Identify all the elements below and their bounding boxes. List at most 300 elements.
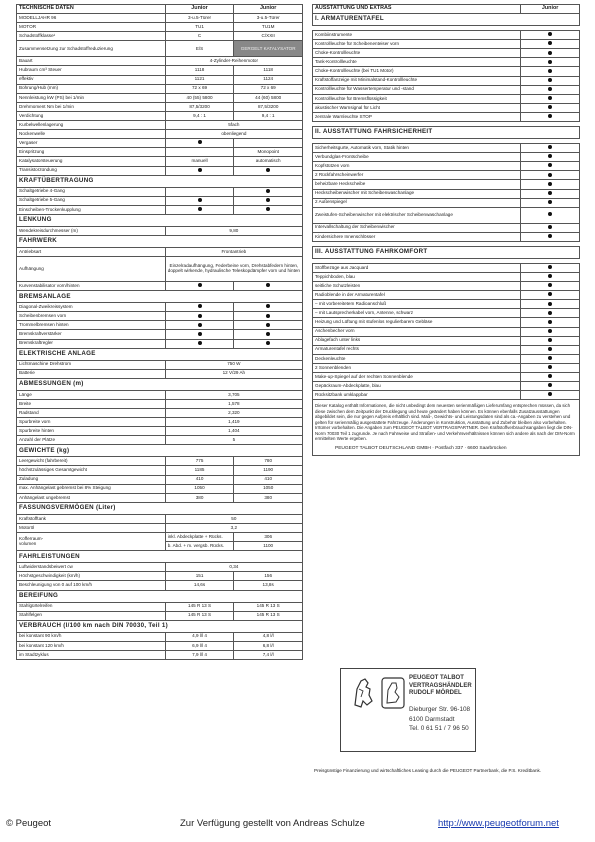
spec-label: höchstzulässiges Gesamtgewicht	[17, 466, 166, 475]
table-row	[17, 632, 303, 641]
equipment-label: Kraftstoffanzeige mit Minimalstand-Kontrollleuchte	[313, 76, 521, 85]
standard-equipment-dot	[548, 69, 552, 73]
spec-label: Bohrung/Hub (mm)	[17, 84, 166, 93]
equipment-value	[521, 363, 580, 372]
table-row	[17, 360, 303, 369]
standard-equipment-dot	[548, 265, 552, 269]
spec-value-tu1: 7,9 l/l 4	[165, 650, 234, 659]
spec-value-tu1	[165, 321, 234, 330]
equipment-label: Kontrollleuchte für Wassertemperatur und -stand	[313, 85, 521, 94]
equipment-label: Kopfstützen vorn	[313, 162, 521, 171]
table-row	[17, 148, 303, 157]
table-row	[17, 369, 303, 378]
equipment-label: beheizbare Heckscheibe	[313, 180, 521, 189]
spec-label: Kurvenstabilisator vorn/hinten	[17, 282, 166, 291]
equipment-value	[521, 189, 580, 198]
standard-equipment-dot	[548, 78, 552, 82]
spec-value: 5fach	[165, 121, 302, 130]
spec-value-tu1m: 1050	[234, 484, 303, 493]
spec-value-tu1m: 3-u.5-Türer	[234, 14, 303, 23]
stamp-company	[409, 675, 472, 698]
table-row	[17, 321, 303, 330]
spec-value-tu1: Junior	[165, 5, 234, 14]
table-row	[313, 85, 580, 94]
spec-label: Leergewicht (fahrbereit)	[17, 457, 166, 466]
spec-value-tu1: 14,6s	[165, 581, 234, 590]
spec-label: Drehmoment Nm bei 1/min	[17, 102, 166, 111]
table-row	[313, 162, 580, 171]
table-row	[313, 309, 580, 318]
stamp-line-1: PEUGEOT TALBOT	[409, 675, 464, 681]
section-heading: BREMSANLAGE	[17, 291, 303, 303]
equipment-label: Deckenleuchte	[313, 354, 521, 363]
table-row	[17, 41, 303, 57]
section-heading: FAHRLEISTUNGEN	[17, 551, 303, 563]
stamp-line-3: RUDOLF MÖRDEL	[409, 690, 462, 696]
equipment-label: 2 Rückfahrscheinwerfer	[313, 171, 521, 180]
spec-value: 1,404	[165, 427, 302, 436]
standard-equipment-dot	[548, 338, 552, 342]
equipment-label: Kindersichere Innenschlösser	[313, 232, 521, 241]
spec-label: Verdichtung	[17, 111, 166, 120]
standard-equipment-dot	[548, 225, 552, 229]
spec-value: 3,705	[165, 390, 302, 399]
spec-value: obenliegend	[165, 130, 302, 139]
spec-label: Katalysatorsteuerung	[17, 157, 166, 166]
table-row	[17, 205, 303, 214]
spec-label: Stahlgürtelreifen	[17, 602, 166, 611]
equipment-label: Radioblende in der Armaturentafel	[313, 291, 521, 300]
equipment-value	[521, 171, 580, 180]
table-row	[17, 330, 303, 339]
spec-value: 4-Zylinder-Reihenmotor	[165, 57, 302, 66]
table-row	[313, 300, 580, 309]
equipment-label: Heizung und Lüftung mit stufenlos regulierbarem Gebläse	[313, 318, 521, 327]
spec-value-tu1: C	[165, 32, 234, 41]
standard-equipment-dot	[548, 173, 552, 177]
trunk-mode-label: inkl. Abdeckplatte + Rücks.	[165, 533, 234, 542]
spec-value-tu1m: 156	[234, 572, 303, 581]
spec-value-tu1m	[234, 187, 303, 196]
spec-label: Bremskraftverstärker	[17, 330, 166, 339]
spec-value-tu1	[165, 312, 234, 321]
table-row	[17, 282, 303, 291]
equipment-value	[521, 144, 580, 153]
table-row	[17, 303, 303, 312]
table-row	[17, 247, 303, 256]
spec-value: 2,320	[165, 409, 302, 418]
table-row	[17, 5, 303, 14]
spec-value-tu1: 3-u.5-Türer	[165, 14, 234, 23]
spec-label	[17, 533, 166, 551]
section-heading: II. AUSSTATTUNG FAHRSICHERHEIT	[313, 127, 580, 139]
standard-equipment-dot	[548, 96, 552, 100]
spec-value-tu1m	[234, 282, 303, 291]
spec-label: Einscheiben-Trockenkupplung	[17, 205, 166, 214]
spec-value-tu1: 145 R 13 S	[165, 611, 234, 620]
section-heading-row	[313, 127, 580, 139]
section-heading: FASSUNGSVERMÖGEN (Liter)	[17, 502, 303, 514]
equipment-label: Zweistufen-Scheibenwischer mit elektrischer Scheibenwaschanlage	[313, 207, 521, 223]
standard-equipment-dot	[548, 87, 552, 91]
equipment-label: – mit vorbereitetem Radioanschluß	[313, 300, 521, 309]
equipment-value	[521, 162, 580, 171]
spec-label: Vergaser	[17, 139, 166, 148]
spec-value: 12 V/29 Ah	[165, 369, 302, 378]
standard-equipment-dot	[548, 292, 552, 296]
equipment-label: Intervallschaltung der Scheibenwischer	[313, 223, 521, 232]
table-row	[17, 75, 303, 84]
table-row	[17, 436, 303, 445]
equipment-value	[521, 309, 580, 318]
standard-equipment-dot	[266, 341, 270, 345]
table-row	[17, 641, 303, 650]
spec-value-tu1m	[234, 303, 303, 312]
spec-label: Batterie	[17, 369, 166, 378]
table-row	[17, 166, 303, 175]
spec-value: 750 W	[165, 360, 302, 369]
equipment-header-row	[313, 5, 580, 14]
equipment-value	[521, 373, 580, 382]
standard-equipment-dot	[266, 189, 270, 193]
standard-equipment-dot	[266, 283, 270, 287]
spec-label: Anhängelast ungebremst	[17, 493, 166, 502]
spec-value-tu1	[165, 303, 234, 312]
equipment-value	[521, 94, 580, 103]
equipment-label: 2 Außenspiegel	[313, 198, 521, 207]
equipment-value	[521, 103, 580, 112]
table-row	[17, 611, 303, 620]
equipment-value	[521, 327, 580, 336]
table-row	[313, 282, 580, 291]
spec-value-tu1m: 145 R 13 S	[234, 602, 303, 611]
spec-label: Einspritzung	[17, 148, 166, 157]
equipment-label: Stoffbezüge aus Jacquard	[313, 263, 521, 272]
equipment-label: Sicherheitsgurte, Automatik vorn, Statik hinten	[313, 144, 521, 153]
standard-equipment-dot	[548, 154, 552, 158]
section-heading-row	[17, 291, 303, 303]
spec-label: Anzahl der Plätze	[17, 436, 166, 445]
equipment-value	[521, 318, 580, 327]
spec-value-tu1m: 13,8s	[234, 581, 303, 590]
spec-value-tu1: 145 R 13 S	[165, 602, 234, 611]
equipment-model: Junior	[521, 5, 580, 14]
table-row	[17, 523, 303, 532]
spec-value-tu1m	[234, 339, 303, 348]
standard-equipment-dot	[198, 140, 202, 144]
standard-equipment-dot	[548, 212, 552, 216]
spec-label: Bremskraftregler	[17, 339, 166, 348]
section-heading: III. AUSSTATTUNG FAHRKOMFORT	[313, 246, 580, 258]
spec-label: bei konstant 120 km/h	[17, 641, 166, 650]
standard-equipment-dot	[548, 114, 552, 118]
spec-value: 3,2	[165, 523, 302, 532]
table-row	[17, 602, 303, 611]
spec-value-tu1m: 1124	[234, 75, 303, 84]
standard-equipment-dot	[266, 168, 270, 172]
table-row	[313, 382, 580, 391]
equipment-value	[521, 67, 580, 76]
spec-value-tu1m	[234, 196, 303, 205]
spec-value: 50	[165, 514, 302, 523]
spec-value-tu1m: 145 R 13 S	[234, 611, 303, 620]
dealer-stamp	[340, 668, 476, 752]
table-row	[17, 257, 303, 282]
standard-equipment-dot	[548, 356, 552, 360]
equipment-table	[312, 4, 580, 400]
spec-label: Schaltgetriebe 4-Gang	[17, 187, 166, 196]
equipment-value	[521, 354, 580, 363]
table-row	[313, 31, 580, 40]
standard-equipment-dot	[548, 51, 552, 55]
spec-value-tu1m	[234, 166, 303, 175]
standard-equipment-dot	[198, 314, 202, 318]
footer-credit: Zur Verfügung gestellt von Andreas Schulze	[180, 818, 365, 829]
section-heading-row	[313, 246, 580, 258]
spec-label: Hubraum cm³ Steuer	[17, 66, 166, 75]
manufacturer-address: PEUGEOT TALBOT DEUTSCHLAND GMBH · Postfach 337 · 6600 Saarbrücken	[335, 445, 507, 451]
spec-value-tu1m: 9,4 : 1	[234, 111, 303, 120]
section-heading-row	[17, 378, 303, 390]
technical-data-column	[16, 4, 303, 660]
table-row	[17, 102, 303, 111]
table-row	[313, 153, 580, 162]
standard-equipment-dot	[548, 32, 552, 36]
spec-value-tu1	[165, 330, 234, 339]
section-heading-row	[17, 551, 303, 563]
table-row	[17, 66, 303, 75]
stamp-line-2: VERTRAGSHÄNDLER	[409, 682, 472, 689]
spec-label: Stahlfelgen	[17, 611, 166, 620]
equipment-value	[521, 31, 580, 40]
spec-value-tu1m	[234, 330, 303, 339]
spec-value: Frontantrieb	[165, 247, 302, 256]
standard-equipment-dot	[266, 198, 270, 202]
standard-equipment-dot	[266, 304, 270, 308]
table-row	[313, 223, 580, 232]
standard-equipment-dot	[548, 145, 552, 149]
standard-equipment-dot	[548, 329, 552, 333]
spec-label: Kraftstofftank	[17, 514, 166, 523]
spec-value: 0,34	[165, 563, 302, 572]
trunk-mode-label: b. Abd. + m. vergsb. Rücks.	[165, 542, 234, 551]
spec-value-tu1m: 7,4 l/l	[234, 650, 303, 659]
spec-value: 9,80	[165, 226, 302, 235]
standard-equipment-dot	[548, 302, 552, 306]
table-row	[313, 189, 580, 198]
table-row	[17, 409, 303, 418]
spec-label: Spurbreite vorn	[17, 418, 166, 427]
table-row	[17, 466, 303, 475]
standard-equipment-dot	[548, 347, 552, 351]
table-row	[17, 111, 303, 120]
equipment-label: – mit Lautsprecherkabel vorn, Antenne, schwarz	[313, 309, 521, 318]
spec-value: 1,419	[165, 418, 302, 427]
spec-label: Wendekreisdurchmesser (m)	[17, 226, 166, 235]
spec-label: MOTOR	[17, 23, 166, 32]
table-row	[313, 327, 580, 336]
spec-value-tu1	[165, 166, 234, 175]
spec-value: Einzelradaufhängung, Federbeine vorn, Drehstabfedern hinten, doppelt wirkende, hydraulische Teleskopdämpfer vorn und hinten	[165, 257, 302, 282]
table-row	[313, 336, 580, 345]
spec-value-tu1m: C/XXII	[234, 32, 303, 41]
table-row	[313, 291, 580, 300]
standard-equipment-dot	[548, 200, 552, 204]
spec-value-tu1: 1121	[165, 75, 234, 84]
spec-label: Bauart	[17, 57, 166, 66]
table-row	[17, 57, 303, 66]
table-row	[313, 272, 580, 281]
table-row	[313, 112, 580, 121]
equipment-title: AUSSTATTUNG UND EXTRAS	[313, 5, 521, 14]
standard-equipment-dot	[548, 41, 552, 45]
standard-equipment-dot	[198, 332, 202, 336]
standard-equipment-dot	[266, 314, 270, 318]
section-heading: I. ARMATURENTAFEL	[313, 14, 580, 26]
standard-equipment-dot	[548, 392, 552, 396]
equipment-label: Gepäckraum-Abdeckplatte, blau	[313, 382, 521, 391]
spec-value-tu1: TU1	[165, 23, 234, 32]
spec-value-tu1	[165, 339, 234, 348]
section-heading-row	[17, 348, 303, 360]
spec-value-tu1: 410	[165, 475, 234, 484]
spec-value-tu1: 40 (55) 5800	[165, 93, 234, 102]
equipment-value	[521, 85, 580, 94]
table-row	[313, 198, 580, 207]
section-heading: ELEKTRISCHE ANLAGE	[17, 348, 303, 360]
section-heading: GEWICHTE (kg)	[17, 445, 303, 457]
table-row	[17, 493, 303, 502]
spec-value: 1100	[234, 542, 303, 551]
spec-value: 5	[165, 436, 302, 445]
spec-label: Lichtmaschine Drehstrom	[17, 360, 166, 369]
section-heading-row	[17, 620, 303, 632]
section-heading: FAHRWERK	[17, 235, 303, 247]
spec-value-tu1: 1185	[165, 466, 234, 475]
equipment-column	[312, 4, 580, 456]
table-row	[313, 49, 580, 58]
spec-label: MODELLJAHR 96	[17, 14, 166, 23]
table-row	[313, 180, 580, 189]
spec-label: Schaltgetriebe 5-Gang	[17, 196, 166, 205]
spec-label: Diagonal-Zweikreissystem	[17, 303, 166, 312]
spec-value-tu1: 4,9 l/l 4	[165, 632, 234, 641]
section-heading-row	[313, 14, 580, 26]
table-row	[313, 94, 580, 103]
equipment-label: 2 Sonnenblenden	[313, 363, 521, 372]
spec-value-tu1	[165, 187, 234, 196]
disclaimer-paragraph: Dieser Katalog enthält Informationen, die nicht unbedingt dem neuesten serienmäßigen Lieferumfang entsprechen müssen, da sich diese zwischen dem Zeitpunkt der Drucklegung und heute geändert haben können. Es können ebenfalls Zusatzausstattungen abgebildet sein, die nur gegen Aufpreis erhältlich sind. Maß-, Gewichts- und Leistungsdaten sind als ca.-Angaben zu verstehen und gelten für serienmäßig ausgestattete Fahrzeuge. Änderungen in Konstruktion, Ausstattung und Zubehör bleiben also vorbehalten. Irrtümer vorbehalten. Die Angaben zum PEUGEOT TALBOT VERTRAGSPARTNER. Den Kraftstoffverbrauchsangaben liegt die DIN-Norm 70030 Teil 1 zugrunde. Je nach Fahrweise und Straßen- und Verkehrsverhältnissen können sich andere als nach der DIN-Norm ermittelten Werte ergeben.	[315, 403, 575, 442]
spec-label: Beschleunigung von 0 auf 100 km/h	[17, 581, 166, 590]
table-row	[17, 475, 303, 484]
table-row	[17, 312, 303, 321]
spec-value-tu1: 72 x 69	[165, 84, 234, 93]
spec-value-tu1: 6,9 l/l 4	[165, 641, 234, 650]
spec-label: im Stadtzyklus	[17, 650, 166, 659]
spec-value-tu1	[165, 282, 234, 291]
spec-value-tu1: manuell	[165, 157, 234, 166]
spec-label: Länge	[17, 390, 166, 399]
footer-link[interactable]: http://www.peugeotforum.net	[438, 818, 559, 829]
equipment-value	[521, 382, 580, 391]
equipment-value	[521, 180, 580, 189]
trunk-label-2: volumen	[19, 540, 37, 546]
equipment-value	[521, 198, 580, 207]
standard-equipment-dot	[548, 274, 552, 278]
spec-value-tu1m: TU1M	[234, 23, 303, 32]
spec-label: Transistorzündung	[17, 166, 166, 175]
table-row	[17, 130, 303, 139]
spec-value-tu1: 1118	[165, 66, 234, 75]
equipment-value	[521, 291, 580, 300]
equipment-label: Rücksitzbank umklappbar	[313, 391, 521, 400]
section-heading-row	[17, 235, 303, 247]
standard-equipment-dot	[198, 304, 202, 308]
equipment-value	[521, 263, 580, 272]
section-heading-row	[17, 445, 303, 457]
standard-equipment-dot	[548, 365, 552, 369]
standard-equipment-dot	[548, 234, 552, 238]
equipment-label: Aschenbecher vorn	[313, 327, 521, 336]
table-row	[17, 581, 303, 590]
technical-data-table	[16, 4, 303, 660]
table-row	[17, 399, 303, 408]
table-row	[313, 171, 580, 180]
spec-value-tu1m: 4,8 l/l	[234, 632, 303, 641]
spec-label: Trommelbremsen hinten	[17, 321, 166, 330]
equipment-value	[521, 391, 580, 400]
table-row	[17, 457, 303, 466]
table-row	[313, 391, 580, 400]
spec-value-tu1m: 1118	[234, 66, 303, 75]
standard-equipment-dot	[266, 323, 270, 327]
equipment-value	[521, 232, 580, 241]
spec-value-tu1: 9,4 : 1	[165, 111, 234, 120]
table-row	[17, 484, 303, 493]
standard-equipment-dot	[548, 383, 552, 387]
equipment-value	[521, 49, 580, 58]
equipment-value	[521, 112, 580, 121]
section-heading-row	[17, 214, 303, 226]
equipment-value	[521, 76, 580, 85]
table-row	[17, 93, 303, 102]
equipment-value	[521, 223, 580, 232]
spec-label: Luftwiderstandsbeiwert cw	[17, 563, 166, 572]
equipment-label: Kombiinstrumente	[313, 31, 521, 40]
standard-equipment-dot	[548, 283, 552, 287]
spec-label: Zuladung	[17, 475, 166, 484]
table-row	[17, 339, 303, 348]
equipment-label: Kontrollleuchte für Bremsflüssigkeit	[313, 94, 521, 103]
standard-equipment-dot	[198, 207, 202, 211]
table-row	[313, 144, 580, 153]
table-row	[17, 196, 303, 205]
table-row	[313, 40, 580, 49]
section-heading: KRAFTÜBERTRAGUNG	[17, 175, 303, 187]
spec-label: Aufhängung	[17, 257, 166, 282]
standard-equipment-dot	[548, 182, 552, 186]
standard-equipment-dot	[548, 105, 552, 109]
table-row	[313, 354, 580, 363]
spec-value-tu1m: 380	[234, 493, 303, 502]
equipment-value	[521, 300, 580, 309]
table-row	[17, 187, 303, 196]
table-row	[17, 139, 303, 148]
spec-label: Scheibenbremsen vorn	[17, 312, 166, 321]
spec-label: Zusammensetzung zur Schadstoffreduzierung	[17, 41, 166, 57]
spec-value: 306	[234, 533, 303, 542]
table-row	[313, 67, 580, 76]
